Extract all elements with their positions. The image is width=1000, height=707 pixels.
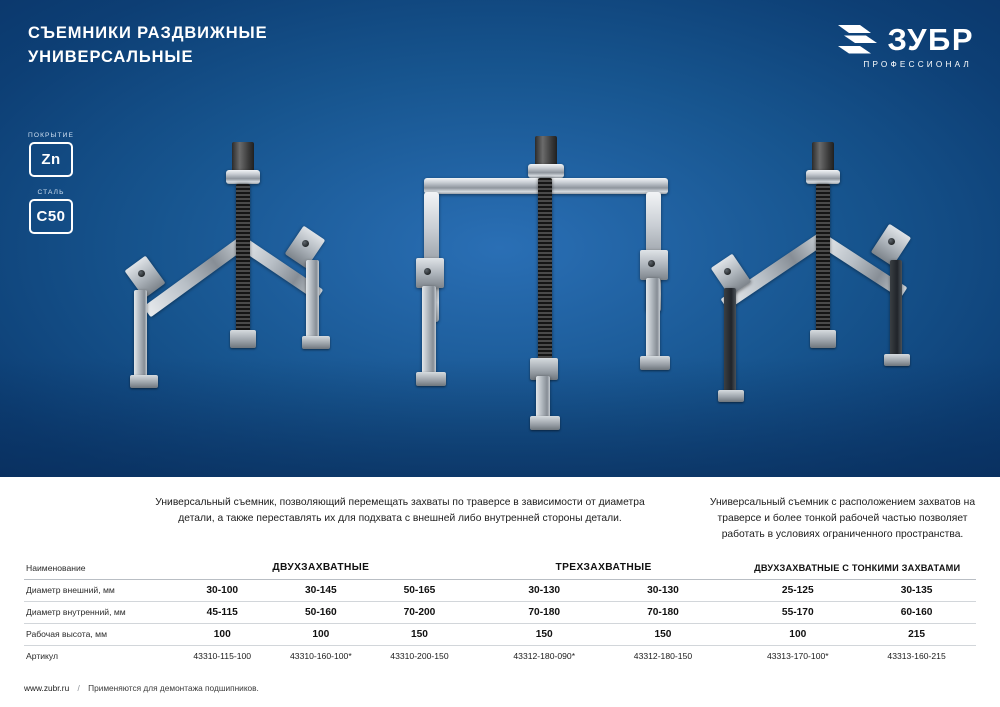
cell-two-jaw-3: 43310-200-150 — [390, 651, 449, 662]
cell-two-jaw-2: 43310-160-100* — [290, 651, 352, 662]
cell-two-jaw-1: 100 — [173, 623, 272, 645]
cell-thin-jaw-2: 215 — [857, 623, 976, 645]
cell-thin-jaw-1: 100 — [738, 623, 857, 645]
brand-logo — [838, 22, 974, 69]
cell-thin-jaw-2: 60-160 — [857, 601, 976, 623]
cell-three-jaw-1: 43312-180-090* — [513, 651, 576, 662]
cell-two-jaw-3: 50-165 — [370, 579, 469, 601]
group-header-two-jaw: ДВУХЗАХВАТНЫЕ — [173, 557, 469, 579]
cell-thin-jaw-1: 25-125 — [738, 579, 857, 601]
cell-three-jaw-2: 43312-180-150 — [633, 651, 693, 662]
description-universal: Универсальный съемник, позволяющий перемещать захваты по траверсе в зависимости от диаметра детали, а также переставлять их для подхвата с внешней либо внутренней стороны детали. — [155, 497, 645, 524]
footer — [24, 683, 259, 693]
badge-coating-value: Zn — [29, 142, 73, 177]
specifications-section — [0, 477, 1000, 707]
table-row — [24, 623, 976, 645]
cell-three-jaw-2: 70-180 — [604, 601, 723, 623]
cell-thin-jaw-2: 43313-160-215 — [887, 651, 946, 662]
cell-three-jaw-2: 30-130 — [604, 579, 723, 601]
page-title-line1: СЪЕМНИКИ РАЗДВИЖНЫЕ — [28, 24, 268, 42]
group-header-three-jaw: ТРЕХЗАХВАТНЫЕ — [485, 557, 722, 579]
cell-three-jaw-2: 150 — [604, 623, 723, 645]
page-title-line2: УНИВЕРСАЛЬНЫЕ — [28, 47, 194, 66]
logo-tagline: ПРОФЕССИОНАЛ — [863, 60, 972, 69]
cell-two-jaw-2: 50-160 — [272, 601, 371, 623]
table-header-row — [24, 557, 976, 579]
cell-three-jaw-1: 30-130 — [485, 579, 604, 601]
cell-thin-jaw-1: 43313-170-100* — [766, 651, 829, 662]
cell-two-jaw-1: 45-115 — [173, 601, 272, 623]
product-image-two-jaw — [110, 140, 370, 420]
product-image-three-jaw — [410, 128, 680, 438]
badge-coating-caption: ПОКРЫТИЕ — [28, 132, 74, 139]
footer-note: Применяются для демонтажа подшипников. — [88, 683, 259, 693]
feature-badges — [24, 132, 78, 234]
row-label-outer-diameter: Диаметр внешний, мм — [24, 579, 173, 601]
row-label-inner-diameter: Диаметр внутренний, мм — [24, 601, 173, 623]
badge-coating — [24, 132, 78, 177]
badge-steel-caption: СТАЛЬ — [37, 189, 65, 196]
footer-separator: / — [77, 683, 80, 693]
cell-thin-jaw-2: 30-135 — [857, 579, 976, 601]
cell-two-jaw-3: 70-200 — [370, 601, 469, 623]
table-name-header: Наименование — [24, 557, 173, 579]
row-label-working-height: Рабочая высота, мм — [24, 623, 173, 645]
badge-steel-value: С50 — [29, 199, 73, 234]
cell-two-jaw-2: 100 — [272, 623, 371, 645]
table-row — [24, 601, 976, 623]
cell-two-jaw-3: 150 — [370, 623, 469, 645]
table-row — [24, 645, 976, 667]
cell-three-jaw-1: 150 — [485, 623, 604, 645]
product-image-thin-jaw — [690, 140, 940, 420]
page-title — [28, 22, 268, 70]
table-row — [24, 579, 976, 601]
logo-arrow-icon — [838, 22, 878, 56]
badge-steel — [24, 189, 78, 234]
cell-two-jaw-1: 43310-115-100 — [193, 651, 252, 662]
description-thin-jaw: Универсальный съемник с расположением захватов на траверсе и более тонкой рабочей частью позволяет работать в условиях ограниченного пространства. — [709, 497, 976, 540]
logo-brand-text: ЗУБР — [887, 21, 974, 57]
cell-thin-jaw-1: 55-170 — [738, 601, 857, 623]
specifications-table — [24, 557, 976, 667]
cell-two-jaw-2: 30-145 — [272, 579, 371, 601]
group-header-thin-jaw: ДВУХЗАХВАТНЫЕ С ТОНКИМИ ЗАХВАТАМИ — [738, 557, 976, 579]
row-label-article: Артикул — [26, 651, 59, 662]
cell-two-jaw-1: 30-100 — [173, 579, 272, 601]
footer-website[interactable]: www.zubr.ru — [24, 683, 70, 693]
cell-three-jaw-1: 70-180 — [485, 601, 604, 623]
